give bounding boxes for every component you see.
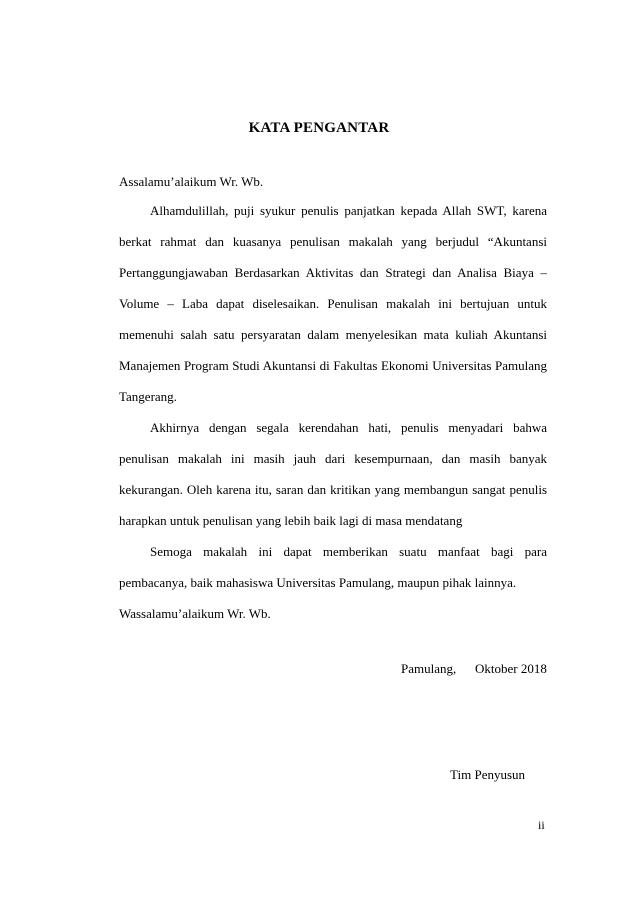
page-number: ii (538, 818, 545, 832)
closing-line: Wassalamu’alaikum Wr. Wb. (119, 606, 271, 621)
paragraph-line: kekurangan. Oleh karena itu, saran dan kritikan yang membangun sangat penulis (119, 482, 547, 497)
page-title: KATA PENGANTAR (248, 120, 390, 136)
paragraph-line: Tangerang. (119, 389, 177, 404)
paragraph-line: harapkan untuk penulisan yang lebih baik lagi di masa mendatang (119, 513, 463, 528)
place-text: Pamulang, (401, 661, 457, 676)
paragraph-line: Alhamdulillah, puji syukur penulis panjatkan kepada Allah SWT, karena (150, 203, 547, 218)
author-text: Tim Penyusun (450, 767, 526, 782)
paragraph-line: memenuhi salah satu persyaratan dalam menyelesikan mata kuliah Akuntansi (119, 327, 547, 342)
date-text: Oktober 2018 (475, 661, 547, 676)
paragraph-line: Semoga makalah ini dapat memberikan suatu manfaat bagi para (150, 544, 547, 559)
paragraph-line: Akhirnya dengan segala kerendahan hati, penulis menyadari bahwa (150, 420, 547, 435)
paragraph-line: pembacanya, baik mahasiswa Universitas Pamulang, maupun pihak lainnya. (119, 575, 517, 590)
paragraph-line: Pertanggungjawaban Berdasarkan Aktivitas dan Strategi dan Analisa Biaya – (119, 265, 547, 280)
paragraph-line: Manajemen Program Studi Akuntansi di Fakultas Ekonomi Universitas Pamulang (119, 358, 547, 373)
greeting-line: Assalamu’alaikum Wr. Wb. (119, 174, 264, 189)
paragraph-line: penulisan makalah ini masih jauh dari kesempurnaan, dan masih banyak (119, 451, 547, 466)
paragraph-line: Volume – Laba dapat diselesaikan. Penulisan makalah ini bertujuan untuk (119, 296, 547, 311)
paragraph-line: berkat rahmat dan kuasanya penulisan makalah yang berjudul “Akuntansi (119, 234, 547, 249)
